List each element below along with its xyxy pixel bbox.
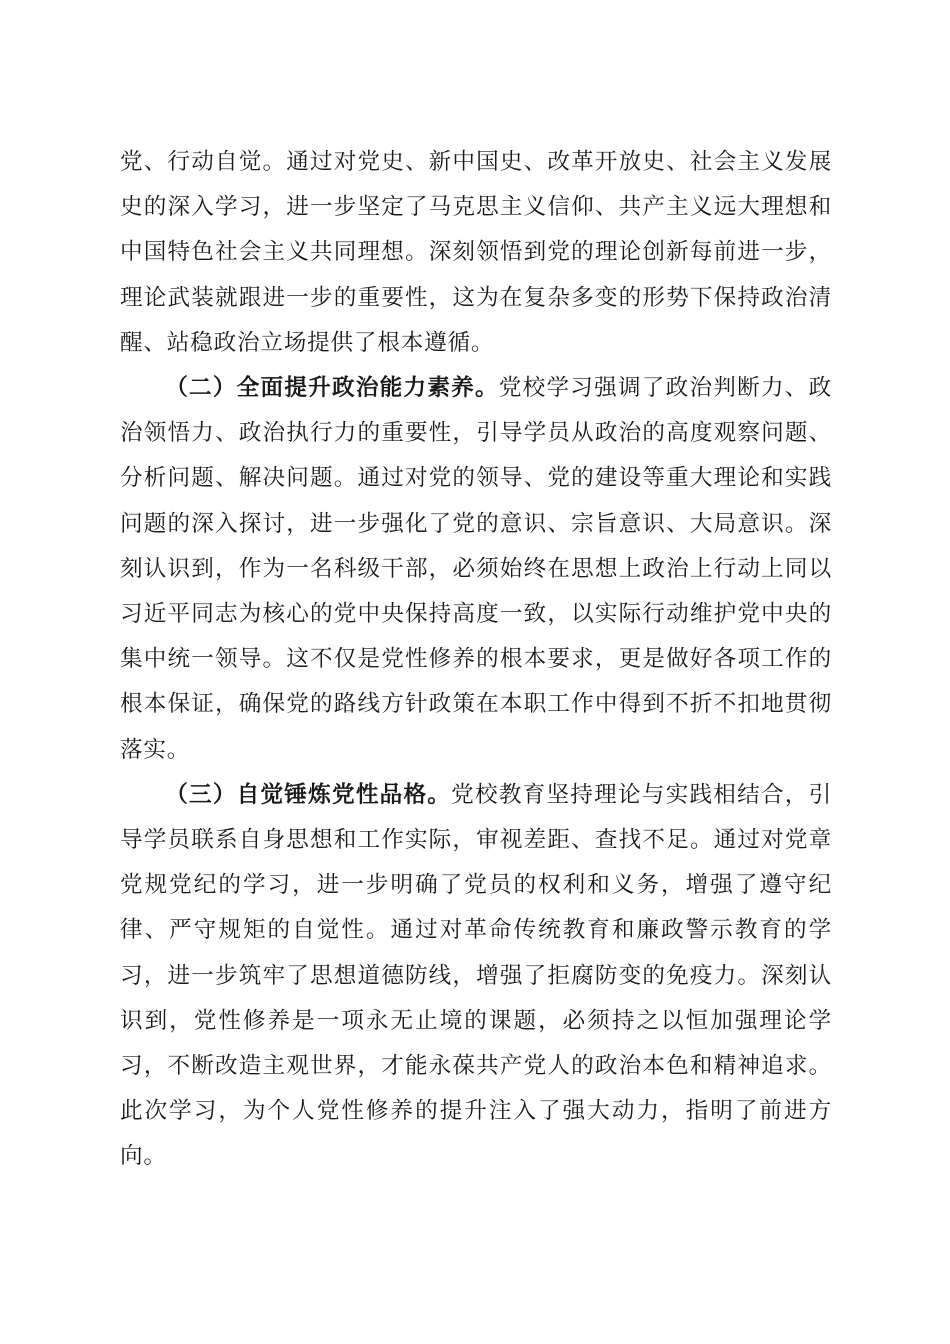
document-body (120, 140, 832, 1180)
paragraph-text: 党校学习强调了政治判断力、政治领悟力、政治执行力的重要性，引导学员从政治的高度观察问题、分析问题、解决问题。通过对党的领导、党的建设等重大理论和实践问题的深入探讨，进一步强化了党的意识、宗旨意识、大局意识。深刻认识到，作为一名科级干部，必须始终在思想上政治上行动上同以习近平同志为核心的党中央保持高度一致，以实际行动维护党中央的集中统一领导。这不仅是党性修养的根本要求，更是做好各项工作的根本保证，确保党的路线方针政策在本职工作中得到不折不扣地贯彻落实。 (120, 375, 832, 763)
paragraph-continuation (120, 140, 832, 366)
paragraph-political-capability (120, 366, 832, 773)
paragraph-party-character (120, 773, 832, 1180)
paragraph-text: 党、行动自觉。通过对党史、新中国史、改革开放史、社会主义发展史的深入学习，进一步坚定了马克思主义信仰、共产主义远大理想和中国特色社会主义共同理想。深刻领悟到党的理论创新每前进一步，理论武装就跟进一步的重要性，这为在复杂多变的形势下保持政治清醒、站稳政治立场提供了根本遵循。 (120, 149, 832, 356)
paragraph-heading: （三）自觉锤炼党性品格。 (165, 781, 452, 808)
paragraph-heading: （二）全面提升政治能力素养。 (165, 375, 499, 402)
paragraph-text: 党校教育坚持理论与实践相结合，引导学员联系自身思想和工作实际，审视差距、查找不足。通过对党章党规党纪的学习，进一步明确了党员的权利和义务，增强了遵守纪律、严守规矩的自觉性。通过对革命传统教育和廉政警示教育的学习，进一步筑牢了思想道德防线，增强了拒腐防变的免疫力。深刻认识到，党性修养是一项永无止境的课题，必须持之以恒加强理论学习，不断改造主观世界，才能永葆共产党人的政治本色和精神追求。此次学习，为个人党性修养的提升注入了强大动力，指明了前进方向。 (120, 781, 832, 1170)
